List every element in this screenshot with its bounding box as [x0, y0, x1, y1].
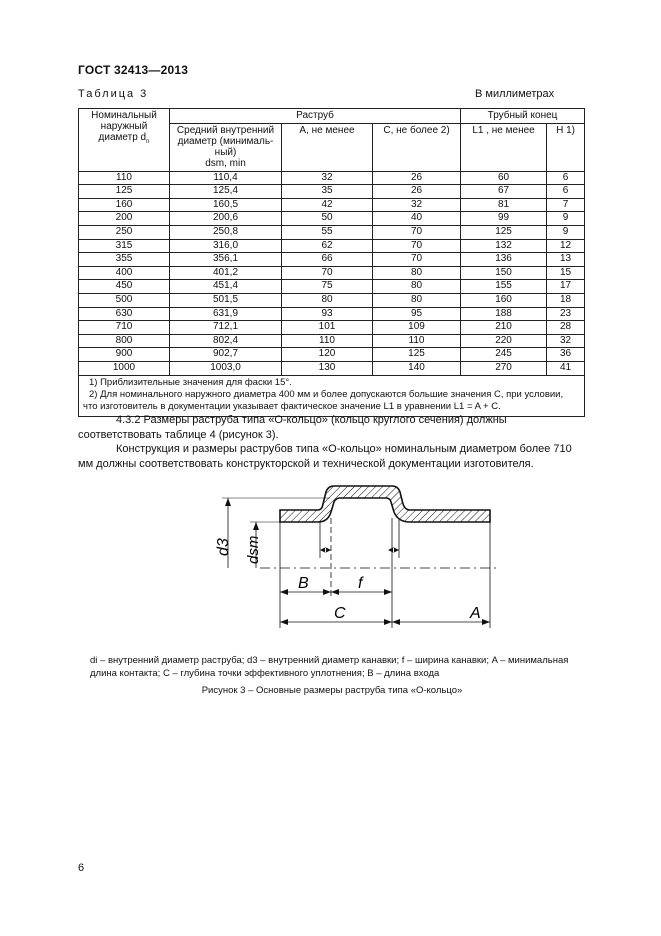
- table-cell: 160,5: [170, 198, 282, 212]
- table-cell: 800: [79, 334, 170, 348]
- table-cell: 140: [373, 361, 461, 375]
- table-cell: 23: [547, 307, 585, 321]
- table-cell: 80: [373, 293, 461, 307]
- table-cell: 270: [461, 361, 547, 375]
- table-cell: 802,4: [170, 334, 282, 348]
- table-cell: 630: [79, 307, 170, 321]
- dimensions-table: [78, 108, 585, 417]
- table-cell: 80: [373, 266, 461, 280]
- table-cell: 355: [79, 253, 170, 267]
- table-cell: 70: [373, 225, 461, 239]
- table-cell: 250,8: [170, 225, 282, 239]
- table-cell: 188: [461, 307, 547, 321]
- table-row: [79, 212, 585, 226]
- table-notes: 1) Приблизительные значения для фаски 15°. 2) Для номинального наружного диаметра 400 мм и более допускаются большие значения С, при условии, что изготовитель в документации указывает фактическое значение L1 в уравнении L1 = A + C.: [79, 375, 585, 416]
- table-cell: 32: [282, 171, 373, 185]
- table-cell: 36: [547, 348, 585, 362]
- table-units: В миллиметрах: [475, 88, 555, 100]
- label-f: f: [358, 575, 363, 592]
- label-b: B: [298, 575, 309, 592]
- table-cell: 50: [282, 212, 373, 226]
- table-cell: 17: [547, 280, 585, 294]
- table-cell: 41: [547, 361, 585, 375]
- figure-caption: di – внутренний диаметр раструба; d3 – внутренний диаметр канавки; f – ширина канавки; A – минимальная длина контакта; C – глубина точки эффективного уплотнения; B – длина входа: [90, 655, 569, 679]
- table-cell: 1003,0: [170, 361, 282, 375]
- header-l1: L1 , не менее: [461, 123, 547, 171]
- table-cell: 451,4: [170, 280, 282, 294]
- table-cell: 70: [282, 266, 373, 280]
- header-nominal-diameter: Номинальный наружный диаметр $d_n$: [79, 109, 170, 172]
- table-cell: 160: [461, 293, 547, 307]
- header-c: С, не более 2): [373, 123, 461, 171]
- table-cell: 110: [282, 334, 373, 348]
- table-cell: 130: [282, 361, 373, 375]
- table-cell: 7: [547, 198, 585, 212]
- table-cell: 9: [547, 225, 585, 239]
- table-cell: 712,1: [170, 321, 282, 335]
- table-cell: 110: [373, 334, 461, 348]
- table-cell: 40: [373, 212, 461, 226]
- table-cell: 12: [547, 239, 585, 253]
- header-mean-inner-diameter: Средний внутренний диаметр (минималь- ный) dsm, min: [170, 123, 282, 171]
- table-cell: 500: [79, 293, 170, 307]
- header-pipe-end-group: Трубный конец: [461, 109, 585, 124]
- table-cell: 6: [547, 171, 585, 185]
- standard-header: ГОСТ 32413—2013: [78, 63, 189, 77]
- table-cell: 62: [282, 239, 373, 253]
- table-row: [79, 253, 585, 267]
- table-cell: 9: [547, 212, 585, 226]
- table-cell: 99: [461, 212, 547, 226]
- table-cell: 136: [461, 253, 547, 267]
- table-cell: 32: [373, 198, 461, 212]
- table-cell: 125: [373, 348, 461, 362]
- table-row: [79, 239, 585, 253]
- table-cell: 110: [79, 171, 170, 185]
- table-cell: 316,0: [170, 239, 282, 253]
- table-cell: 6: [547, 185, 585, 199]
- table-cell: 250: [79, 225, 170, 239]
- table-cell: 70: [373, 239, 461, 253]
- table-row: [79, 280, 585, 294]
- table-cell: 125: [79, 185, 170, 199]
- table-cell: 110,4: [170, 171, 282, 185]
- table-row: [79, 198, 585, 212]
- table-cell: 200,6: [170, 212, 282, 226]
- table-cell: 155: [461, 280, 547, 294]
- table-row: [79, 348, 585, 362]
- table-row: [79, 334, 585, 348]
- table-cell: 81: [461, 198, 547, 212]
- figure-title: Рисунок 3 – Основные размеры раструба типа «О-кольцо»: [201, 685, 463, 696]
- table-cell: 401,2: [170, 266, 282, 280]
- table-cell: 245: [461, 348, 547, 362]
- table-row: [79, 225, 585, 239]
- table-cell: 60: [461, 171, 547, 185]
- table-cell: 93: [282, 307, 373, 321]
- header-h: H 1): [547, 123, 585, 171]
- table-cell: 28: [547, 321, 585, 335]
- table-cell: 220: [461, 334, 547, 348]
- table-cell: 160: [79, 198, 170, 212]
- table-cell: 125,4: [170, 185, 282, 199]
- table-cell: 125: [461, 225, 547, 239]
- table-cell: 1000: [79, 361, 170, 375]
- label-d3: d3: [215, 538, 232, 556]
- table-cell: 400: [79, 266, 170, 280]
- table-cell: 13: [547, 253, 585, 267]
- table-cell: 55: [282, 225, 373, 239]
- table-cell: 132: [461, 239, 547, 253]
- table-cell: 35: [282, 185, 373, 199]
- table-cell: 200: [79, 212, 170, 226]
- table-cell: 315: [79, 239, 170, 253]
- table-label: Таблица 3: [78, 88, 149, 100]
- label-c: C: [334, 605, 346, 622]
- table-cell: 80: [282, 293, 373, 307]
- table-cell: 18: [547, 293, 585, 307]
- table-row: [79, 361, 585, 375]
- table-cell: 32: [547, 334, 585, 348]
- table-cell: 150: [461, 266, 547, 280]
- paragraph-construction: Конструкция и размеры раструбов типа «О-кольцо» номинальным диаметром более 710 мм должны соответствовать конструкторской и технической документации изготовителя.: [78, 443, 572, 470]
- table-cell: 120: [282, 348, 373, 362]
- table-cell: 109: [373, 321, 461, 335]
- table-cell: 95: [373, 307, 461, 321]
- table-cell: 631,9: [170, 307, 282, 321]
- table-cell: 42: [282, 198, 373, 212]
- table-cell: 501,5: [170, 293, 282, 307]
- table-cell: 26: [373, 185, 461, 199]
- table-row: [79, 185, 585, 199]
- label-dsm: dsm: [245, 535, 262, 564]
- table-cell: 902,7: [170, 348, 282, 362]
- table-cell: 67: [461, 185, 547, 199]
- table-cell: 26: [373, 171, 461, 185]
- table-cell: 66: [282, 253, 373, 267]
- label-a: A: [470, 605, 481, 622]
- table-cell: 101: [282, 321, 373, 335]
- table-row: [79, 171, 585, 185]
- table-cell: 900: [79, 348, 170, 362]
- table-cell: 80: [373, 280, 461, 294]
- header-a: А, не менее: [282, 123, 373, 171]
- table-row: [79, 307, 585, 321]
- page-number: 6: [78, 862, 85, 874]
- table-cell: 450: [79, 280, 170, 294]
- socket-dimensions-diagram: [200, 478, 510, 638]
- paragraph-4-3-2: 4.3.2 Размеры раструба типа «О-кольцо» (кольцо круглого сечения) должны соответствовать таблице 4 (рисунок 3).: [78, 414, 507, 441]
- table-cell: 15: [547, 266, 585, 280]
- table-row: [79, 293, 585, 307]
- table-cell: 210: [461, 321, 547, 335]
- table-cell: 70: [373, 253, 461, 267]
- table-cell: 356,1: [170, 253, 282, 267]
- socket-wall: [280, 486, 490, 522]
- table-row: [79, 266, 585, 280]
- table-row: [79, 321, 585, 335]
- header-socket-group: Раструб: [170, 109, 461, 124]
- table-cell: 710: [79, 321, 170, 335]
- table-cell: 75: [282, 280, 373, 294]
